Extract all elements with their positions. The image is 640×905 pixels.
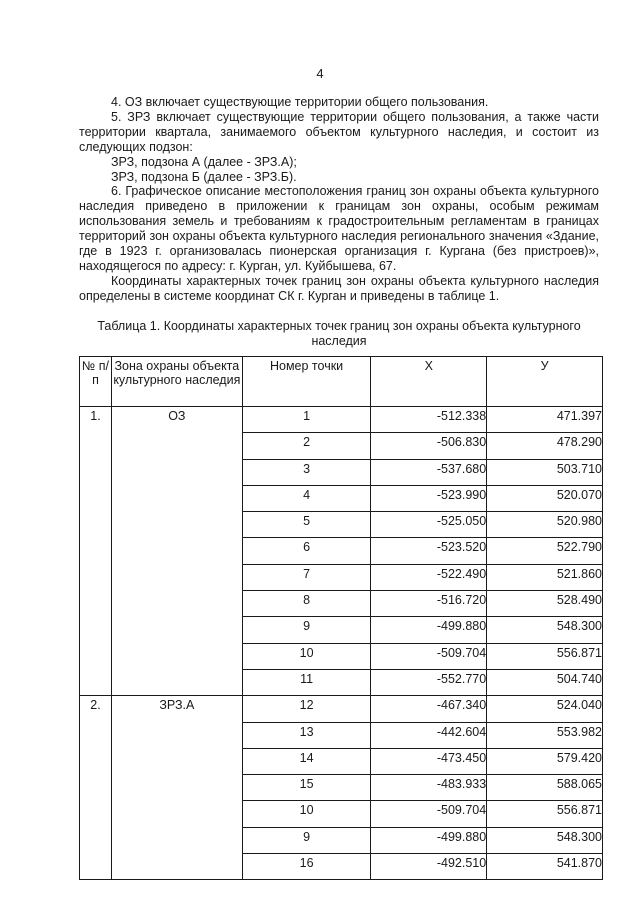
header-y: У — [487, 357, 603, 407]
point-number-cell: 2 — [242, 433, 371, 459]
y-coordinate-cell: 471.397 — [487, 407, 603, 433]
x-coordinate-cell: -499.880 — [371, 827, 487, 853]
paragraph-coordinates: Координаты характерных точек границ зон охраны объекта культурного наследия определены в системе координат СК г. Курган и приведены в таблице 1. — [79, 273, 599, 303]
zone-name-cell: ОЗ — [111, 407, 242, 696]
zone-number-cell: 2. — [80, 696, 112, 880]
x-coordinate-cell: -499.880 — [371, 617, 487, 643]
x-coordinate-cell: -509.704 — [371, 643, 487, 669]
y-coordinate-cell: 522.790 — [487, 538, 603, 564]
point-number-cell: 10 — [242, 643, 371, 669]
point-number-cell: 6 — [242, 538, 371, 564]
x-coordinate-cell: -525.050 — [371, 512, 487, 538]
x-coordinate-cell: -523.990 — [371, 485, 487, 511]
x-coordinate-cell: -537.680 — [371, 459, 487, 485]
point-number-cell: 5 — [242, 512, 371, 538]
x-coordinate-cell: -492.510 — [371, 854, 487, 880]
point-number-cell: 14 — [242, 748, 371, 774]
header-point: Номер точки — [242, 357, 371, 407]
point-number-cell: 1 — [242, 407, 371, 433]
point-number-cell: 16 — [242, 854, 371, 880]
point-number-cell: 3 — [242, 459, 371, 485]
point-number-cell: 4 — [242, 485, 371, 511]
x-coordinate-cell: -483.933 — [371, 775, 487, 801]
point-number-cell: 8 — [242, 591, 371, 617]
point-number-cell: 12 — [242, 696, 371, 722]
y-coordinate-cell: 503.710 — [487, 459, 603, 485]
paragraph-zrz: 5. ЗРЗ включает существующие территории общего пользования, а также части территории квартала, занимаемого объектом культурного наследия, и состоит из следующих подзон: — [79, 109, 599, 154]
paragraph-graphic-description: 6. Графическое описание местоположения границ зон охраны объекта культурного наследия приведено в приложении к границам зон охраны, особым режимам использования земель и требованиям к градостроительным регламентам в границах территорий зон охраны объекта культурного наследия регионального значения «Здание, где в 1923 г. организовалась пионерская организация г. Кургана (без пристроев)», находящегося по адресу: г. Курган, ул. Куйбышева, 67. — [79, 184, 599, 273]
x-coordinate-cell: -516.720 — [371, 591, 487, 617]
header-number: № п/п — [80, 357, 112, 407]
y-coordinate-cell: 528.490 — [487, 591, 603, 617]
y-coordinate-cell: 579.420 — [487, 748, 603, 774]
table-row — [80, 696, 603, 722]
y-coordinate-cell: 553.982 — [487, 722, 603, 748]
table-caption: Таблица 1. Координаты характерных точек границ зон охраны объекта культурного наследия — [97, 319, 581, 348]
y-coordinate-cell: 478.290 — [487, 433, 603, 459]
x-coordinate-cell: -509.704 — [371, 801, 487, 827]
paragraph-subzone-a: ЗРЗ, подзона А (далее - ЗРЗ.А); — [111, 154, 297, 169]
y-coordinate-cell: 520.980 — [487, 512, 603, 538]
y-coordinate-cell: 556.871 — [487, 643, 603, 669]
x-coordinate-cell: -522.490 — [371, 564, 487, 590]
y-coordinate-cell: 556.871 — [487, 801, 603, 827]
point-number-cell: 7 — [242, 564, 371, 590]
body-text — [79, 95, 599, 304]
table-row — [80, 407, 603, 433]
x-coordinate-cell: -442.604 — [371, 722, 487, 748]
x-coordinate-cell: -506.830 — [371, 433, 487, 459]
y-coordinate-cell: 548.300 — [487, 827, 603, 853]
x-coordinate-cell: -523.520 — [371, 538, 487, 564]
point-number-cell: 13 — [242, 722, 371, 748]
y-coordinate-cell: 588.065 — [487, 775, 603, 801]
point-number-cell: 11 — [242, 669, 371, 695]
x-coordinate-cell: -473.450 — [371, 748, 487, 774]
y-coordinate-cell: 520.070 — [487, 485, 603, 511]
y-coordinate-cell: 504.740 — [487, 669, 603, 695]
table-header-row — [80, 357, 603, 407]
y-coordinate-cell: 548.300 — [487, 617, 603, 643]
point-number-cell: 15 — [242, 775, 371, 801]
paragraph-subzone-b: ЗРЗ, подзона Б (далее - ЗРЗ.Б). — [111, 169, 297, 184]
x-coordinate-cell: -467.340 — [371, 696, 487, 722]
page-number: 4 — [316, 66, 324, 81]
y-coordinate-cell: 524.040 — [487, 696, 603, 722]
paragraph-oz: 4. ОЗ включает существующие территории общего пользования. — [111, 95, 489, 109]
y-coordinate-cell: 541.870 — [487, 854, 603, 880]
point-number-cell: 10 — [242, 801, 371, 827]
x-coordinate-cell: -552.770 — [371, 669, 487, 695]
coordinates-table — [79, 356, 603, 880]
y-coordinate-cell: 521.860 — [487, 564, 603, 590]
point-number-cell: 9 — [242, 617, 371, 643]
header-zone: Зона охраны объекта культурного наследия — [111, 357, 242, 407]
zone-number-cell: 1. — [80, 407, 112, 696]
point-number-cell: 9 — [242, 827, 371, 853]
x-coordinate-cell: -512.338 — [371, 407, 487, 433]
zone-name-cell: ЗРЗ.А — [111, 696, 242, 880]
header-x: X — [371, 357, 487, 407]
